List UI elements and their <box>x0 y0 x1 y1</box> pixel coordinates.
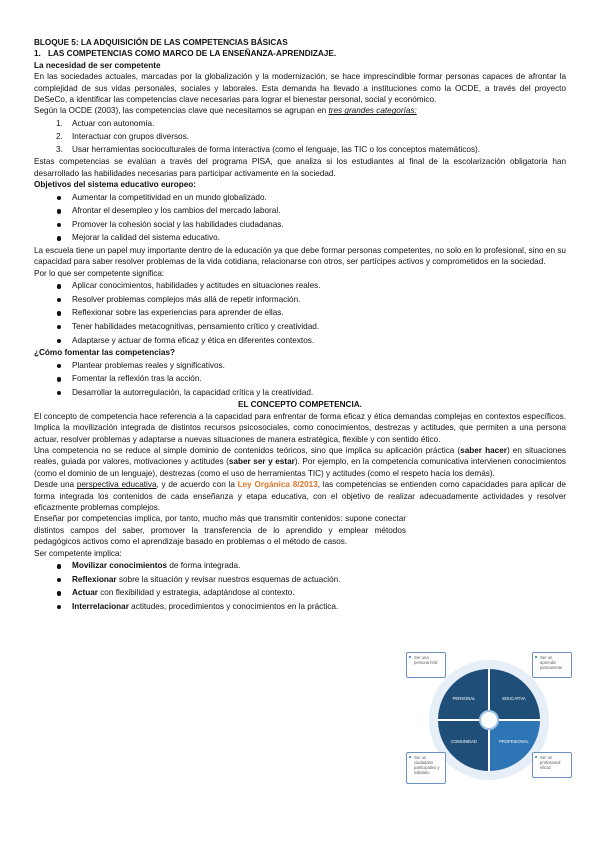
objectives-heading: Objetivos del sistema educativo europeo: <box>34 180 196 190</box>
list-item: Tener habilidades metacognitivas, pensamiento crítico y creatividad. <box>56 320 566 334</box>
section-title: 1. LAS COMPETENCIAS COMO MARCO DE LA ENSEÑANZA-APRENDIZAJE. <box>34 49 337 59</box>
diagram-box-professional: Ser un profesional eficaz <box>532 752 572 778</box>
means-intro: Por lo que ser competente significa: <box>34 268 165 278</box>
diagram-box-learner: Ser un aprendiz permanente <box>532 652 572 678</box>
quadrant-label-personal: PERSONAL <box>452 696 476 701</box>
list-item: 1. Actuar con autonomía. <box>56 118 155 128</box>
list-item: Aplicar conocimientos, habilidades y actitudes en situaciones reales. <box>56 279 566 293</box>
list-item: Adaptarse y actuar de forma eficaz y ética en diferentes contextos. <box>56 334 566 348</box>
list-item: 2. Interactuar con grupos diversos. <box>56 132 189 142</box>
concept-paragraph-1: El concepto de competencia hace referencia a la capacidad para enfrentar de forma eficaz y ética demandas complejas en contextos específicos. Implica la movilización integrada de distintos recursos psicosociales, como conocimientos, destrezas y actitudes, que permiten a una persona actuar, resolver problemas y adaptarse a nuevas situaciones de manera estratégica, flexible y con sentido ético. <box>34 411 566 444</box>
foster-list <box>34 359 566 400</box>
quadrant-label-educativa: EDUCATIVA <box>502 696 526 701</box>
diagram-box-happy-person: Ser una persona feliz <box>406 652 446 678</box>
categories-list <box>34 117 566 157</box>
list-item: Resolver problemas complejos más allá de repetir información. <box>56 293 566 307</box>
list-item: Reflexionar sobre la situación y revisar nuestros esquemas de actuación. <box>56 573 406 587</box>
list-item: Actuar con flexibilidad y estrategia, adaptándose al contexto. <box>56 586 406 600</box>
concept-paragraph-3: Desde una perspectiva educativa, y de acuerdo con la Ley Orgánica 8/2013, las competencias se entienden como capacidades para aplicar de forma integrada los contenidos de cada enseñanza y etapa educativa, con el objetivo de realizar adecuadamente actividades y resolver eficazmente problemas complejos. <box>34 480 566 513</box>
foster-heading: ¿Cómo fomentar las competencias? <box>34 348 176 358</box>
diagram-box-citizen: Ser un ciudadano participativo y solidario <box>406 752 446 784</box>
document-body <box>34 37 566 613</box>
means-list <box>34 279 566 347</box>
block-title: BLOQUE 5: LA ADQUISICIÓN DE LAS COMPETENCIAS BÁSICAS <box>34 38 288 47</box>
concept-heading: EL CONCEPTO COMPETENCIA. <box>238 400 362 410</box>
need-paragraph-2: Según la OCDE (2003), las competencias clave que necesitamos se agrupan en tres grandes categorías: <box>34 106 417 116</box>
list-item: Mejorar la calidad del sistema educativo. <box>56 231 566 245</box>
implies-intro: Ser competente implica: <box>34 548 122 558</box>
list-item: Afrontar el desempleo y los cambios del mercado laboral. <box>56 204 566 218</box>
list-item: Movilizar conocimientos de forma integrada. <box>56 559 406 573</box>
diagram-center <box>480 711 498 729</box>
competences-diagram <box>404 646 574 794</box>
need-paragraph-1: En las sociedades actuales, marcadas por la globalización y la modernización, se hace imprescindible formar personas capaces de afrontar la complejidad de sus vidas personales, sociales y laborales. Esta demanda ha llevado a instituciones como la OCDE, a través del proyecto DeSeCo, a identificar las competencias clave necesarias para lograr el bienestar personal, social y económico. <box>34 72 566 105</box>
need-heading: La necesidad de ser competente <box>34 60 161 70</box>
objectives-list <box>34 191 566 245</box>
list-item: Reflexionar sobre las experiencias para aprender de ellas. <box>56 306 566 320</box>
list-item: 3. Usar herramientas socioculturales de forma interactiva (como el lenguaje, las TIC o los conceptos matemáticos). <box>56 145 481 155</box>
quadrant-label-comunidad: COMUNIDAD <box>451 739 477 744</box>
list-item: Fomentar la reflexión tras la acción. <box>56 372 566 386</box>
concept-paragraph-2: Una competencia no se reduce al simple dominio de contenidos teóricos, sino que implica su aplicación práctica (saber hacer) en situaciones reales, guiada por valores, motivaciones y actitudes (saber ser y estar). Por ejemplo, en la competencia comunicativa intervienen conocimientos (como el dominio de un lenguaje), destrezas (como el uso de herramientas TIC) y actitudes (como el respeto hacia los demás). <box>34 446 566 478</box>
school-paragraph: La escuela tiene un papel muy importante dentro de la educación ya que debe formar personas competentes, no solo en lo profesional, sino en su capacidad para saber resolver problemas de la vida cotidiana, relacionarse con otros, ser partícipes activos y comprometidos en la sociedad. <box>34 246 566 267</box>
list-item: Promover la cohesión social y las habilidades ciudadanas. <box>56 218 566 232</box>
list-item: Aumentar la competitividad en un mundo globalizado. <box>56 191 566 205</box>
list-item: Desarrollar la autorregulación, la capacidad crítica y la creatividad. <box>56 386 566 400</box>
list-item: Plantear problemas reales y significativos. <box>56 359 566 373</box>
quadrant-label-profesional: PROFESIONAL <box>499 739 529 744</box>
need-paragraph-3: Estas competencias se evalúan a través del programa PISA, que analiza si los estudiantes al final de la escolarización obligatoria han desarrollado las habilidades necesarias para participar activamente en la sociedad. <box>34 157 566 178</box>
concept-paragraph-4: Enseñar por competencias implica, por tanto, mucho más que transmitir contenidos: supone conectar distintos campos del saber, promover la transferencia de lo aprendido y emplear métodos pedagógicos activos como el aprendizaje basado en problemas o el método de casos. <box>34 514 406 547</box>
implies-list <box>34 559 406 613</box>
list-item: Interrelacionar actitudes, procedimientos y conocimientos en la práctica. <box>56 600 406 614</box>
